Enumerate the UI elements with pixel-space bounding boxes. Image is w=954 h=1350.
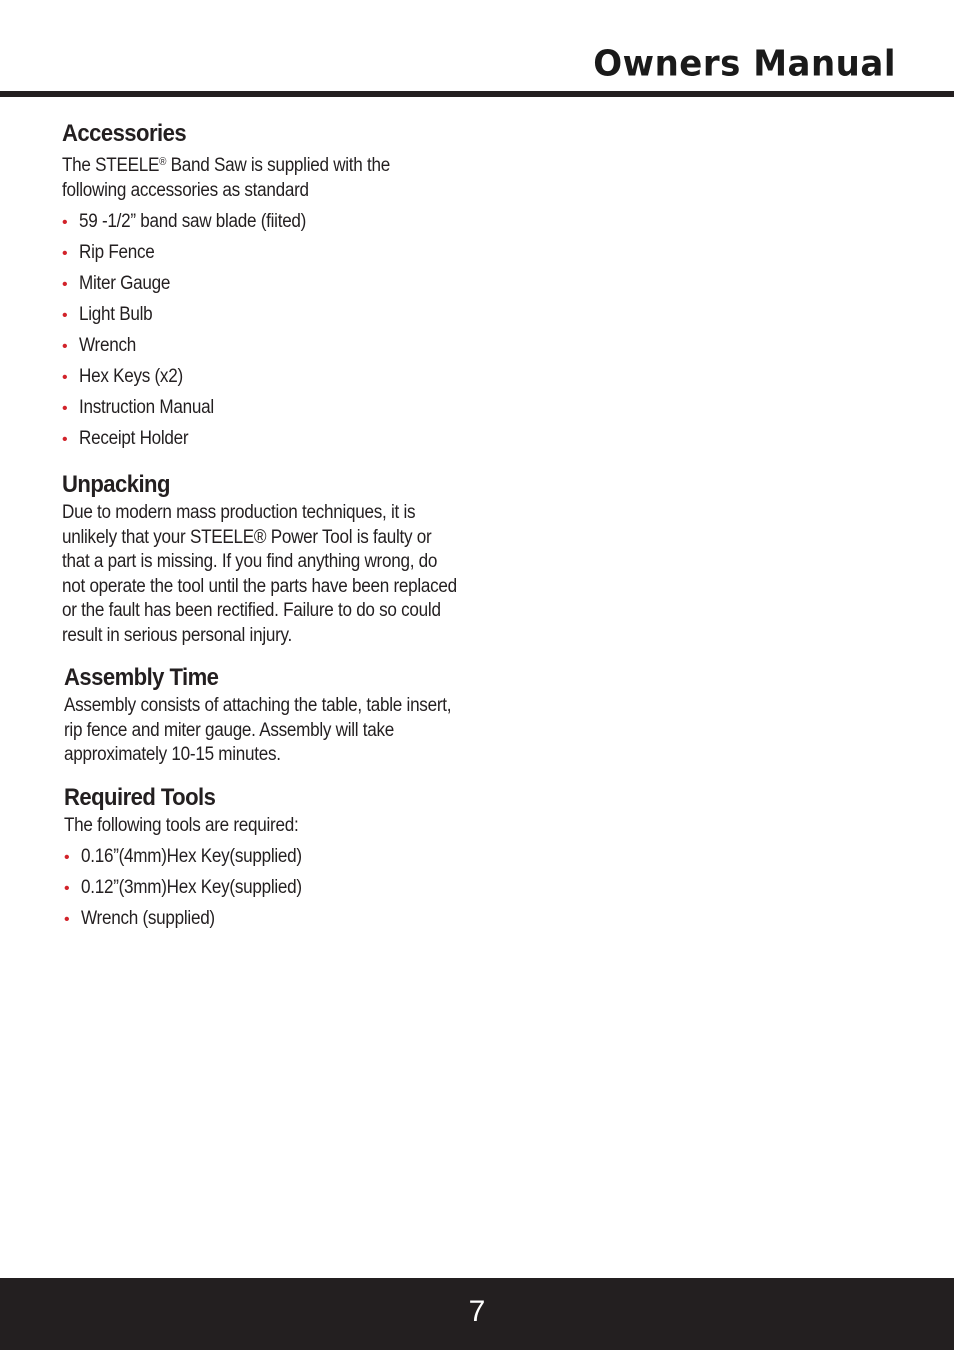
list-item-text: 59 -1/2” band saw blade (fiited) <box>79 211 307 232</box>
list-item <box>62 300 482 331</box>
bullet-icon: • <box>64 849 70 866</box>
list-item <box>62 269 482 300</box>
list-item-text: Wrench <box>79 335 136 356</box>
bullet-icon: • <box>62 369 68 386</box>
list-item <box>62 362 482 393</box>
list-item-text: Receipt Holder <box>79 428 189 449</box>
assembly-time-section <box>64 662 482 768</box>
bullet-icon: • <box>62 431 68 448</box>
unpacking-heading: Unpacking <box>62 471 170 498</box>
accessories-list <box>62 207 482 455</box>
accessories-section <box>62 118 482 455</box>
list-item <box>62 424 482 455</box>
list-item-text: Instruction Manual <box>79 397 214 418</box>
assembly-time-heading: Assembly Time <box>64 664 219 691</box>
registered-mark: ® <box>159 156 167 168</box>
accessories-heading: Accessories <box>62 120 187 147</box>
bullet-icon: • <box>62 276 68 293</box>
list-item-text: Hex Keys (x2) <box>79 366 183 387</box>
list-item-text: Rip Fence <box>79 242 155 263</box>
list-item <box>64 904 482 935</box>
list-item <box>62 393 482 424</box>
list-item <box>62 207 482 238</box>
list-item-text: Wrench (supplied) <box>81 908 215 929</box>
assembly-time-body: Assembly consists of attaching the table, table insert, rip fence and miter gauge. Assembly will take approximately 10-15 minutes. <box>64 695 452 765</box>
accessories-intro-rest: Band Saw is supplied with the following accessories as standard <box>62 155 390 201</box>
list-item <box>62 331 482 362</box>
accessories-intro <box>62 150 458 203</box>
required-tools-heading: Required Tools <box>64 783 216 811</box>
required-tools-section <box>64 782 482 936</box>
bullet-icon: • <box>62 214 68 231</box>
unpacking-section <box>62 469 482 648</box>
unpacking-body: Due to modern mass production techniques, it is unlikely that your STEELE® Power Tool is faulty or that a part is missing. If you find anything wrong, do not operate the tool until the parts have been replaced or the fault has been rectified. Failure to do so could result in serious personal injury. <box>62 502 457 646</box>
main-content <box>62 118 482 949</box>
list-item <box>62 238 482 269</box>
page-header-title: Owners Manual <box>593 43 896 85</box>
header-rule <box>0 91 954 97</box>
list-item-text: 0.12”(3mm)Hex Key(supplied) <box>81 877 302 898</box>
list-item <box>64 842 482 873</box>
list-item-text: 0.16”(4mm)Hex Key(supplied) <box>81 846 302 867</box>
bullet-icon: • <box>64 911 70 928</box>
bullet-icon: • <box>64 880 70 897</box>
bullet-icon: • <box>62 245 68 262</box>
list-item-text: Miter Gauge <box>79 273 171 294</box>
bullet-icon: • <box>62 338 68 355</box>
list-item <box>64 873 482 904</box>
page-number: 7 <box>468 1295 486 1328</box>
bullet-icon: • <box>62 400 68 417</box>
list-item-text: Light Bulb <box>79 304 153 325</box>
accessories-intro-brand: The STEELE <box>62 155 160 176</box>
required-tools-list <box>64 842 482 935</box>
required-tools-intro: The following tools are required: <box>64 814 299 836</box>
bullet-icon: • <box>62 307 68 324</box>
